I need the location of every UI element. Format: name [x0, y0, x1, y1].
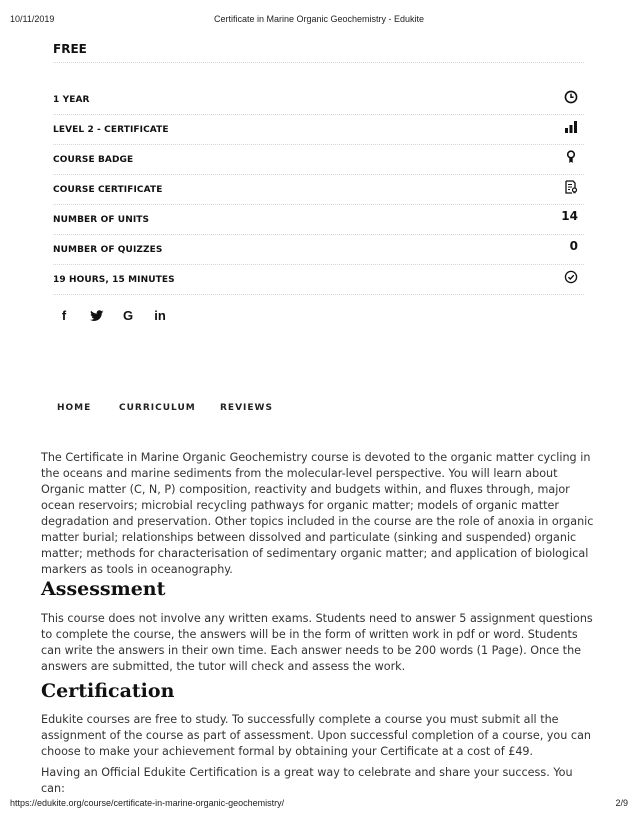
print-footer: [10, 798, 628, 812]
assessment-text: This course does not involve any written exams. Students need to answer 5 assignment questions to complete the course, the answers will be in the form of written work in pdf or word. Students can write the answers in their own time. Each answer needs to be 200 words (1 Page). Once the answers are submitted, the tutor will check and assess the work.: [41, 612, 593, 673]
certificate-icon: [564, 180, 578, 194]
info-label: COURSE CERTIFICATE: [53, 185, 163, 195]
info-label: LEVEL 2 - CERTIFICATE: [53, 125, 169, 135]
clock-icon: [564, 90, 578, 104]
twitter-icon[interactable]: [89, 308, 105, 324]
info-row-certificate: [53, 175, 584, 205]
info-label: NUMBER OF QUIZZES: [53, 245, 163, 255]
print-url: https://edukite.org/course/certificate-in-marine-organic-geochemistry/: [10, 798, 285, 808]
info-row-units: [53, 205, 584, 235]
info-row-badge: [53, 145, 584, 175]
google-icon[interactable]: G: [122, 308, 134, 323]
certification-text: Edukite courses are free to study. To successfully complete a course you must submit all the assignment of the course as part of assessment. Upon successful completion of a course, you can choose to make your achievement formal by obtaining your Certificate at a cost of £49.: [41, 713, 592, 758]
tab-home[interactable]: HOME: [57, 403, 92, 413]
course-price: FREE: [53, 42, 87, 56]
info-row-quizzes: [53, 235, 584, 265]
facebook-icon[interactable]: f: [61, 308, 67, 323]
divider: [53, 62, 584, 63]
quizzes-count: 0: [569, 239, 578, 253]
course-description: The Certificate in Marine Organic Geochemistry course is devoted to the organic matter cycling in the oceans and marine sediments from the molecular-level perspective. You will learn about Organic matter (C, N, P) composition, reactivity and budgets within, and fluxes through, major ocean reservoirs; microbial recycling pathways for organic matter; models of organic matter degradation and preservation. Other topics included in the course are the role of anoxia in organic matter burial; relationships between dissolved and particulate (sinking and suspended) organic matter; methods for characterisation of sedimentary organic matter; and application of biological markers as tools in oceanography.: [41, 451, 594, 576]
bar-chart-icon: [564, 120, 578, 134]
info-label: NUMBER OF UNITS: [53, 215, 150, 225]
info-label: 1 YEAR: [53, 95, 90, 105]
linkedin-icon[interactable]: in: [154, 308, 166, 323]
certification-heading: Certification: [41, 680, 175, 702]
tab-reviews[interactable]: REVIEWS: [220, 403, 273, 413]
info-row-level: [53, 115, 584, 145]
course-info-list: [53, 85, 584, 295]
tab-curriculum[interactable]: CURRICULUM: [119, 403, 196, 413]
info-label: COURSE BADGE: [53, 155, 134, 165]
info-row-hours: [53, 265, 584, 295]
assessment-heading: Assessment: [41, 578, 166, 600]
info-row-duration: [53, 85, 584, 115]
print-header: [10, 14, 628, 28]
units-count: 14: [561, 209, 578, 223]
print-page-number: 2/9: [615, 798, 628, 808]
badge-icon: [564, 150, 578, 164]
info-label: 19 HOURS, 15 MINUTES: [53, 275, 175, 285]
print-date: 10/11/2019: [10, 14, 55, 24]
print-title: Certificate in Marine Organic Geochemistry - Edukite: [213, 14, 425, 24]
check-clock-icon: [564, 270, 578, 284]
certification-text-2: Having an Official Edukite Certification is a great way to celebrate and share your success. You can:: [41, 766, 573, 795]
